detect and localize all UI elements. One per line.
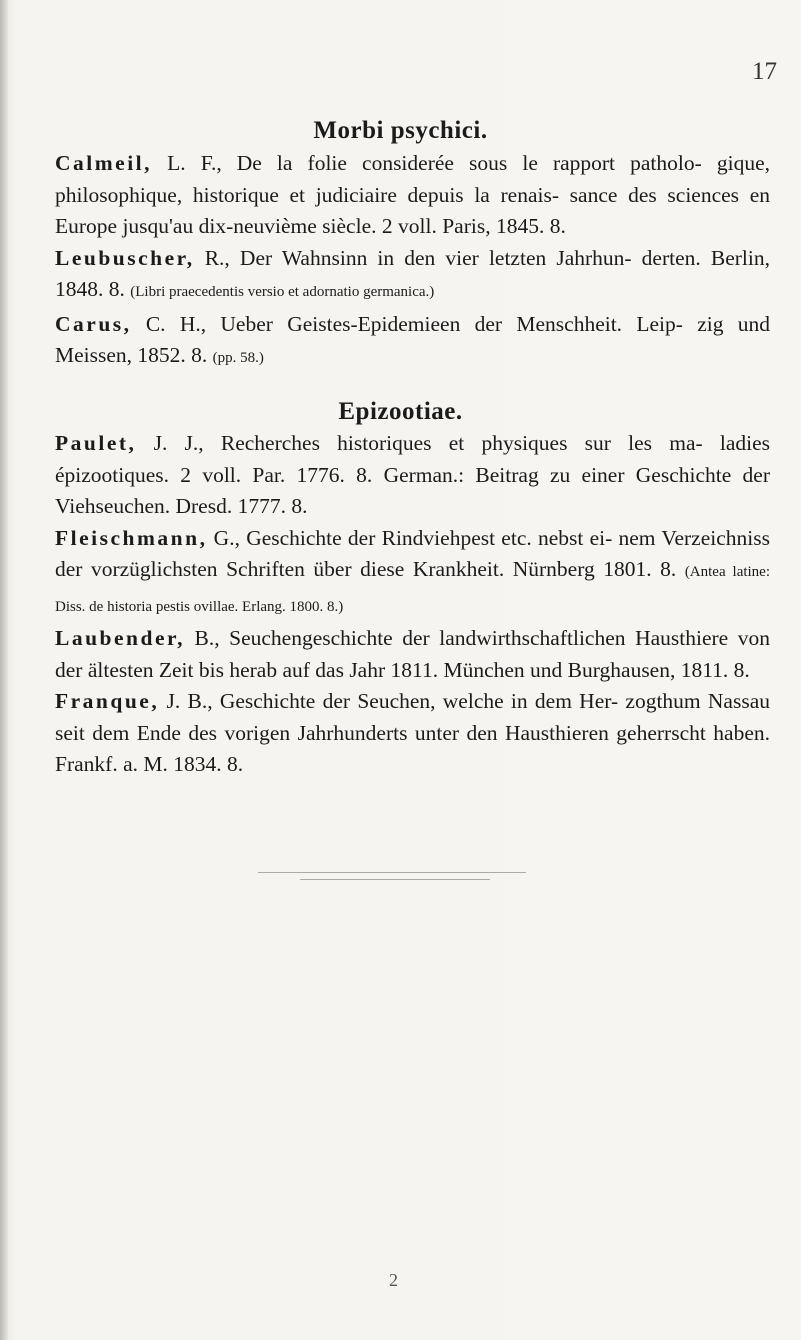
section-heading-morbi: Morbi psychici. (313, 117, 488, 144)
entry-text: J. B., Geschichte der Seuchen, welche in dem Her- zogthum Nassau seit dem Ende des vorigen Jahrhunderts unter den Hausthieren geherrscht haben. Frankf. a. M. 1834. 8. (55, 689, 770, 776)
bibliography-entry (55, 623, 770, 686)
bibliography-entry (55, 428, 770, 523)
entry-note: (pp. 58.) (212, 350, 264, 366)
folio-mark: 2 (389, 1270, 398, 1290)
entry-text: C. H., Ueber Geistes-Epidemieen der Menschheit. Leip- zig und Meissen, 1852. 8. (55, 311, 770, 367)
entry-text: G., Geschichte der Rindviehpest etc. nebst ei- nem Verzeichniss der vorzüglichsten Schriften über diese Krankheit. Nürnberg 1801. 8. (55, 525, 770, 581)
bibliography-entry (55, 148, 770, 243)
section-divider (258, 872, 526, 873)
page-number: 17 (752, 58, 777, 85)
bibliography-entry (55, 243, 770, 309)
page-gutter (0, 0, 8, 1340)
entry-list-epizootiae (55, 428, 770, 781)
entry-note: (Libri praecedentis versio et adornatio germanica.) (130, 284, 435, 300)
bibliography-entry (55, 686, 770, 781)
entry-list-morbi (55, 148, 770, 375)
entry-author: Leubuscher, (55, 245, 195, 270)
entry-author: Carus, (55, 311, 132, 336)
entry-text: B., Seuchengeschichte der landwirthschaftlichen Hausthiere von der ältesten Zeit bis herab auf das Jahr 1811. München und Burghausen, 1811. 8. (55, 626, 770, 682)
entry-author: Laubender, (55, 626, 185, 650)
entry-text: R., Der Wahnsinn in den vier letzten Jahrhun- derten. Berlin, 1848. 8. (55, 245, 770, 301)
entry-text: L. F., De la folie considerée sous le rapport patholo- gique, philosophique, historique et judiciaire depuis la renais- sance des sciences en Europe jusqu'au dix-neuvième siècle. 2 voll. Paris, 1845. 8. (55, 151, 770, 238)
bibliography-entry (55, 523, 770, 624)
section-heading-epizootiae: Epizootiae. (338, 398, 463, 425)
entry-author: Fleischmann, (55, 525, 208, 550)
bibliography-entry (55, 309, 770, 375)
entry-author: Franque, (55, 689, 160, 713)
section-divider (300, 879, 490, 880)
entry-note: (Antea latine: Diss. de historia pestis ovillae. Erlang. 1800. 8.) (55, 564, 771, 615)
entry-text: J. J., Recherches historiques et physiques sur les ma- ladies épizootiques. 2 voll. Par. 1776. 8. German.: Beitrag zu einer Geschichte der Viehseuchen. Dresd. 1777. 8. (55, 431, 770, 518)
entry-author: Paulet, (55, 431, 137, 455)
entry-author: Calmeil, (55, 151, 153, 175)
